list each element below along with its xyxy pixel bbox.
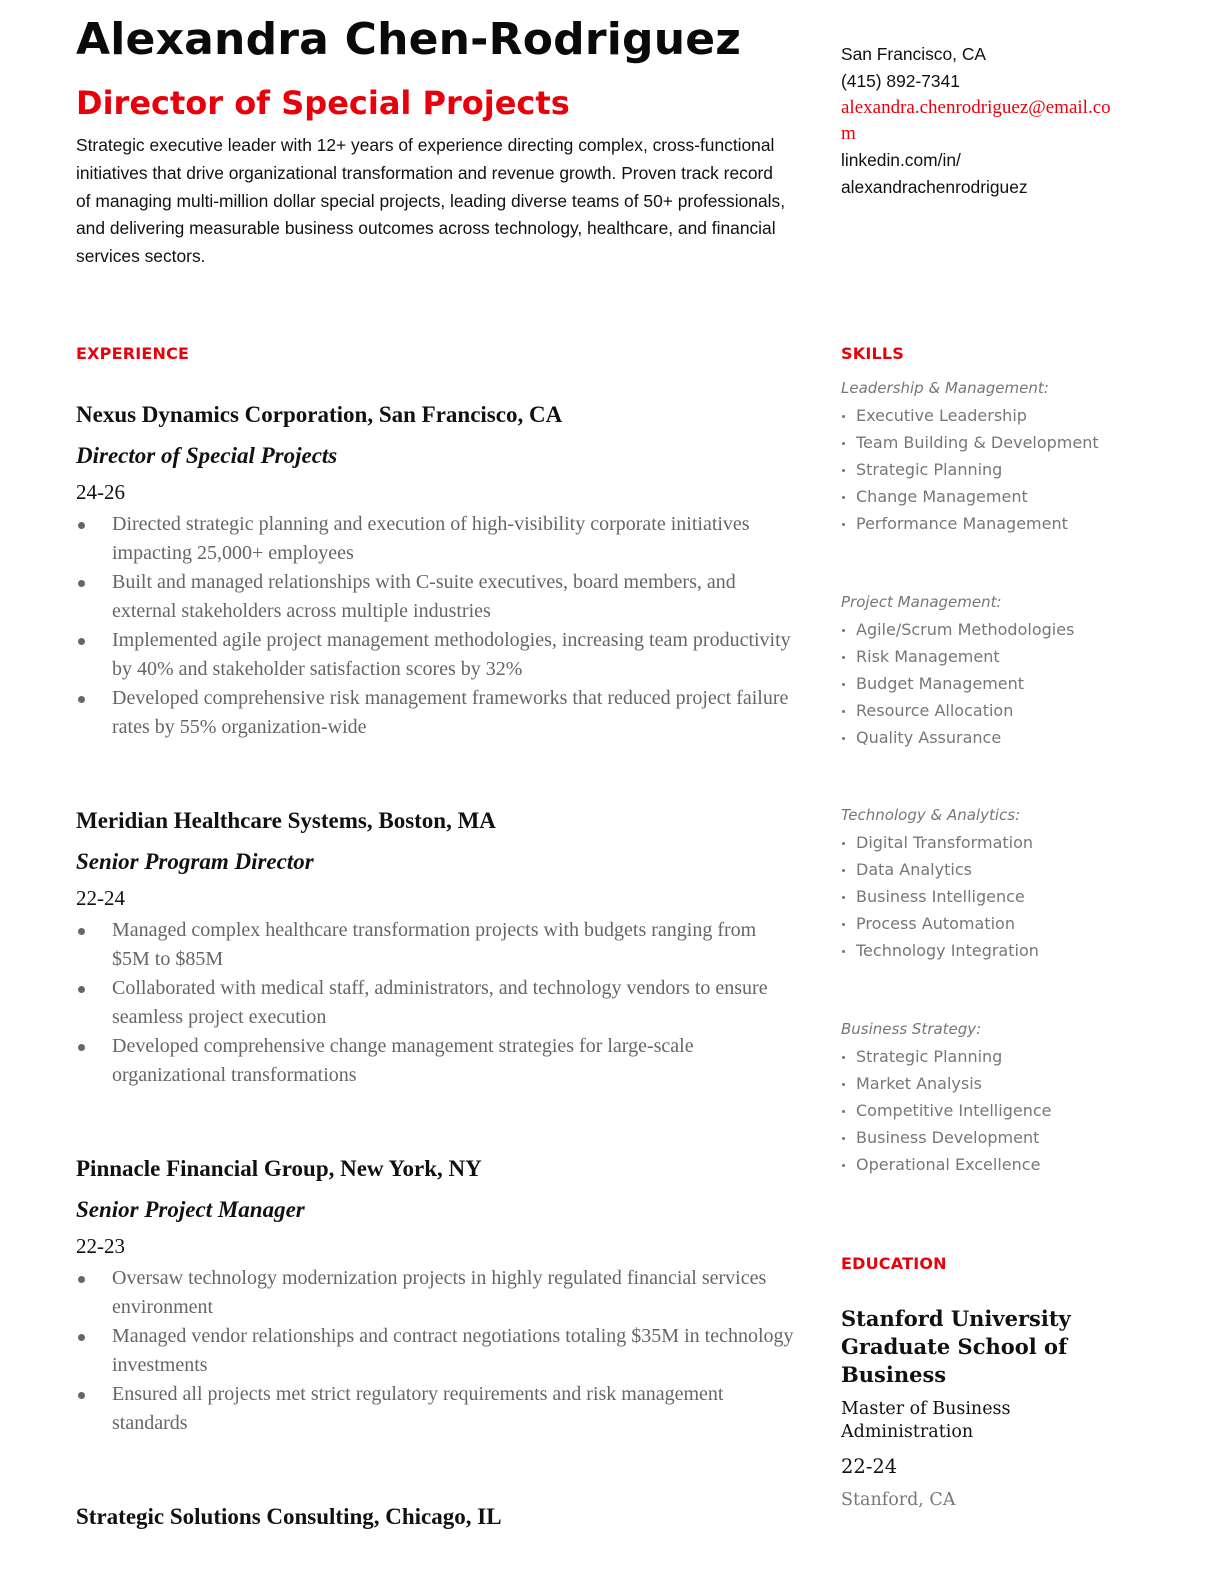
skill-group — [841, 1016, 1131, 1178]
professional-summary: Strategic executive leader with 12+ years of experience directing complex, cross-functional initiatives that drive organizational transformation and revenue growth. Proven track record of managing multi-million dollar special projects, leading diverse teams of 50+ professionals, and delivering measurable business outcomes across technology, healthcare, and financial services sectors. — [76, 135, 786, 267]
job-company: Meridian Healthcare Systems, Boston, MA — [76, 808, 496, 833]
bullet-icon — [842, 656, 845, 659]
bullet-icon — [842, 415, 845, 418]
bullet-icon — [842, 896, 845, 899]
job-dates: 22-23 — [76, 1234, 125, 1258]
contact-linkedin-line2[interactable]: alexandrachenrodriguez — [841, 177, 1028, 197]
education-dates: 22-24 — [841, 1455, 898, 1478]
bullet-text: Developed comprehensive risk management frameworks that reduced project failure rates by 55% organization-wide — [112, 687, 789, 738]
contact-info — [841, 41, 1121, 201]
bullet-text: Directed strategic planning and execution of high-visibility corporate initiatives impacting 25,000+ employees — [112, 513, 750, 564]
skill-category: Leadership & Management: — [841, 379, 1049, 397]
job-entry — [76, 1154, 796, 1438]
skill-item — [841, 697, 1131, 724]
skill-item — [841, 483, 1131, 510]
skill-text: Business Development — [856, 1128, 1040, 1147]
bullet-text: Managed complex healthcare transformation projects with budgets ranging from $5M to $85M — [112, 919, 757, 970]
bullet-icon — [842, 469, 845, 472]
job-bullet — [76, 1264, 796, 1322]
bullet-icon — [78, 696, 85, 703]
contact-phone: (415) 892-7341 — [841, 71, 960, 91]
education-school: Stanford University Graduate School of Business — [841, 1306, 1071, 1387]
job-bullet — [76, 568, 796, 626]
skill-text: Quality Assurance — [856, 728, 1002, 747]
education-location: Stanford, CA — [841, 1490, 956, 1510]
bullet-icon — [842, 950, 845, 953]
skill-item — [841, 456, 1131, 483]
bullet-icon — [842, 737, 845, 740]
bullet-icon — [842, 683, 845, 686]
skill-text: Market Analysis — [856, 1074, 983, 1093]
job-company: Strategic Solutions Consulting, Chicago, IL — [76, 1504, 502, 1529]
skill-text: Performance Management — [856, 514, 1068, 533]
bullet-text: Implemented agile project management methodologies, increasing team productivity by 40% and stakeholder satisfaction scores by 32% — [112, 629, 791, 680]
skill-group — [841, 375, 1131, 537]
job-bullet — [76, 1032, 796, 1090]
skill-text: Operational Excellence — [856, 1155, 1041, 1174]
skill-text: Business Intelligence — [856, 887, 1025, 906]
skill-category: Project Management: — [841, 593, 1002, 611]
skill-item — [841, 1151, 1131, 1178]
skill-text: Strategic Planning — [856, 460, 1003, 479]
bullet-icon — [78, 1392, 85, 1399]
job-bullets — [76, 510, 796, 742]
job-bullet — [76, 916, 796, 974]
job-entry — [76, 806, 796, 1090]
bullet-icon — [842, 1110, 845, 1113]
job-entry — [76, 400, 796, 742]
job-role: Senior Project Manager — [76, 1197, 305, 1222]
skill-text: Strategic Planning — [856, 1047, 1003, 1066]
skill-item — [841, 1070, 1131, 1097]
education-heading: EDUCATION — [841, 1254, 947, 1273]
bullet-icon — [842, 1056, 845, 1059]
bullet-icon — [842, 442, 845, 445]
job-entry — [76, 1502, 796, 1532]
bullet-icon — [842, 629, 845, 632]
skill-text: Executive Leadership — [856, 406, 1027, 425]
bullet-icon — [842, 1083, 845, 1086]
job-role: Senior Program Director — [76, 849, 314, 874]
skill-list — [841, 1043, 1131, 1178]
bullet-icon — [842, 923, 845, 926]
skill-text: Data Analytics — [856, 860, 972, 879]
skill-text: Budget Management — [856, 674, 1025, 693]
bullet-text: Developed comprehensive change management strategies for large-scale organizational transformations — [112, 1035, 694, 1086]
contact-email-link[interactable]: alexandra.chenrodriguez@email.com — [841, 97, 1111, 144]
job-company: Nexus Dynamics Corporation, San Francisco, CA — [76, 402, 563, 427]
skills-heading: SKILLS — [841, 344, 904, 363]
skill-category: Technology & Analytics: — [841, 806, 1021, 824]
bullet-icon — [78, 1044, 85, 1051]
job-bullet — [76, 626, 796, 684]
skill-item — [841, 724, 1131, 751]
job-company: Pinnacle Financial Group, New York, NY — [76, 1156, 482, 1181]
skill-item — [841, 829, 1131, 856]
skill-item — [841, 1124, 1131, 1151]
job-bullets — [76, 916, 796, 1090]
skill-item — [841, 429, 1131, 456]
education-entry — [841, 1305, 1091, 1513]
skill-text: Technology Integration — [856, 941, 1039, 960]
skill-text: Competitive Intelligence — [856, 1101, 1052, 1120]
contact-location: San Francisco, CA — [841, 44, 986, 64]
job-bullet — [76, 1380, 796, 1438]
skill-item — [841, 616, 1131, 643]
skill-text: Agile/Scrum Methodologies — [856, 620, 1075, 639]
experience-heading: EXPERIENCE — [76, 344, 190, 363]
skill-item — [841, 1097, 1131, 1124]
bullet-icon — [78, 580, 85, 587]
job-bullet — [76, 510, 796, 568]
skill-list — [841, 829, 1131, 964]
skill-item — [841, 856, 1131, 883]
skill-text: Digital Transformation — [856, 833, 1034, 852]
job-dates: 22-24 — [76, 886, 125, 910]
skill-item — [841, 643, 1131, 670]
job-dates: 24-26 — [76, 480, 125, 504]
bullet-icon — [78, 638, 85, 645]
job-bullets — [76, 1264, 796, 1438]
skill-item — [841, 883, 1131, 910]
bullet-text: Collaborated with medical staff, administrators, and technology vendors to ensure seamless project execution — [112, 977, 768, 1028]
job-bullet — [76, 684, 796, 742]
skill-item — [841, 937, 1131, 964]
bullet-icon — [78, 1334, 85, 1341]
skill-item — [841, 402, 1131, 429]
bullet-icon — [78, 928, 85, 935]
bullet-icon — [842, 710, 845, 713]
skill-item — [841, 670, 1131, 697]
bullet-icon — [78, 1276, 85, 1283]
bullet-icon — [842, 869, 845, 872]
skill-text: Change Management — [856, 487, 1028, 506]
job-role: Director of Special Projects — [76, 443, 338, 468]
skill-group — [841, 589, 1131, 751]
bullet-icon — [842, 496, 845, 499]
bullet-icon — [842, 842, 845, 845]
skill-text: Process Automation — [856, 914, 1015, 933]
job-bullet — [76, 974, 796, 1032]
skill-text: Resource Allocation — [856, 701, 1014, 720]
bullet-icon — [842, 1164, 845, 1167]
skill-text: Risk Management — [856, 647, 1000, 666]
bullet-text: Built and managed relationships with C-suite executives, board members, and external stakeholders across multiple industries — [112, 571, 736, 622]
skill-list — [841, 616, 1131, 751]
skill-item — [841, 1043, 1131, 1070]
skill-category: Business Strategy: — [841, 1020, 982, 1038]
education-degree: Master of Business Administration — [841, 1399, 1011, 1442]
job-bullet — [76, 1322, 796, 1380]
contact-linkedin-line1[interactable]: linkedin.com/in/ — [841, 150, 961, 170]
bullet-icon — [78, 986, 85, 993]
skill-text: Team Building & Development — [856, 433, 1099, 452]
candidate-name: Alexandra Chen-Rodriguez — [76, 14, 742, 65]
skill-group — [841, 802, 1131, 964]
bullet-icon — [842, 1137, 845, 1140]
bullet-icon — [842, 523, 845, 526]
bullet-text: Oversaw technology modernization projects in highly regulated financial services environment — [112, 1267, 767, 1318]
skill-item — [841, 510, 1131, 537]
bullet-text: Managed vendor relationships and contract negotiations totaling $35M in technology investments — [112, 1325, 794, 1376]
bullet-icon — [78, 522, 85, 529]
candidate-title: Director of Special Projects — [76, 84, 570, 122]
skill-list — [841, 402, 1131, 537]
skill-item — [841, 910, 1131, 937]
bullet-text: Ensured all projects met strict regulatory requirements and risk management standards — [112, 1383, 724, 1434]
